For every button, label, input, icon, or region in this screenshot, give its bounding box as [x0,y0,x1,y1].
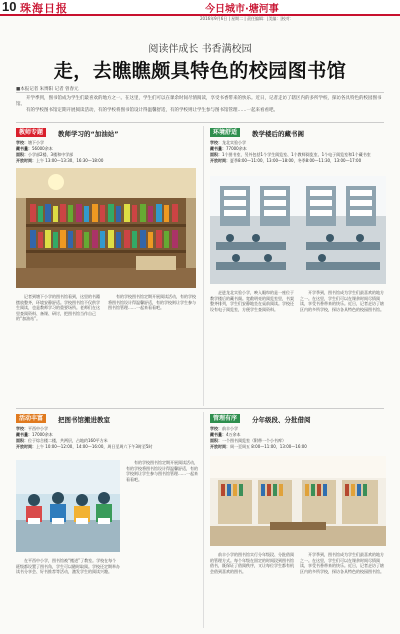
section-body-cont: 开学季到，图书馆成为学生们最喜欢的地方之一。在这里，学生们可以在课余时间尽情阅读，享受书香带来的快乐。近日，记者走访了辖区内的多所学校，探访各具特色的校园图书馆。 [300,552,384,574]
students-reading-icon [16,460,120,552]
article-intro [16,96,384,114]
section-body: 走进龙北实验小学，映入眼帘的是一座位于教学楼后的藏书阁。宽敞明亮的阅览室里，书架整齐排列，学生们安静地坐在桌前阅读。学校还设有电子阅览室，方便学生查阅资料。 [210,290,294,312]
info-line: 面积：1个图书室，另外包括1个学生阅览室、1个教师阅览室、1个电子阅览室和1个藏书室 [210,152,371,157]
info-line: 藏书量：4万余本 [210,432,241,437]
dateline: 2016年9月6日 | 星期二 | 责任编辑：|美编：|校对： [200,16,294,21]
info-line: 开放时间：周一至周五 8:00—11:00，13:00—16:00 [210,444,307,449]
section-body-cont: 开学季到，图书馆成为学生们最喜欢的地方之一。在这里，学生们可以在课余时间尽情阅读，享受书香带来的快乐。近日，记者走访了辖区内的多所学校，探访各具特色的校园图书馆。 [300,290,384,312]
info-line: 面积：小学部2楼、3楼和中学部 [16,152,74,157]
info-line: 开放时间：上午 10:00—12:00，14:00—16:00，周日至周六下午3时至5时 [16,444,153,449]
intro-paragraph: 有的学校图书馆定期开展阅读活动，有的学校将图书馆设计得温馨舒适，有的学校则让学生参与图书馆管理……一起来看看吧。 [26,108,278,113]
info-line: 学校：前丰小学 [210,426,238,431]
library-photo [16,168,196,288]
info-line: 面积：一个图书阅览室（附带一个小书库） [210,438,286,443]
info-line: 学校：塘下小学 [16,140,44,145]
section-label [16,414,46,423]
column-divider [203,126,204,406]
students-photo [16,460,120,552]
column-divider [203,412,204,628]
info-line: 开放时间：上午 13:00—13:30，16:30—18:00 [16,158,104,163]
paper-name: 珠海日报 [20,2,68,15]
library-interior-photo [210,456,386,546]
section-body: 前丰小学的图书馆实行分年级段、分批借阅的管理方式。每个年级在固定的时间段到图书馆借书，既保证了借阅秩序，又让每位学生都有机会借到喜欢的图书。 [210,552,294,574]
section-label [210,414,240,423]
divider [16,92,384,93]
section-tag: 教师专题 [19,129,44,136]
section-tag: 管理有序 [213,415,238,422]
info-line: 藏书量：17000余本 [16,432,53,437]
reading-room-icon [210,176,386,284]
section-body-cont: 有的学校图书馆定期开展阅读活动，有的学校将图书馆设计得温馨舒适，有的学校则让学生参与图书馆管理……一起来看看吧。 [126,460,198,482]
info-line: 藏书量：77000余本 [210,146,247,151]
library-interior-icon [210,456,386,546]
masthead [0,0,400,16]
divider [16,122,384,123]
section-info [16,140,196,164]
section-label [210,128,240,137]
divider [16,408,384,409]
section-info [210,140,386,164]
reading-room-photo [210,176,386,284]
info-line: 学校：平西中小学 [16,426,48,431]
section-body: 在平西中小学，图书馆被“搬进”了教室。学校在每个班级都设置了图书角，学生可以随时取阅。学校还定期举办读书分享会、好书推荐等活动，激发学生的阅读兴趣。 [16,558,120,574]
section-title: 把图书馆搬进教室 [58,416,110,424]
section-body-cont: 有的学校图书馆定期开展阅读活动，有的学校将图书馆设计得温馨舒适，有的学校则让学生参与图书馆管理……一起来看看吧。 [108,294,196,310]
section-info [16,426,196,450]
article-byline: ■本报记者 朱博阳 记者 曾春元 [16,87,79,92]
info-line: 藏书量：56000余本 [16,146,53,151]
info-line: 面积：位于综合楼二楼，共两层，占地约160平方米 [16,438,108,443]
section-title: 教师学习的“加油站” [58,130,119,138]
article-headline: 走，去瞧瞧颇具特色的校园图书馆 [53,60,347,82]
section-title: 今日城市·塘河事 [205,4,279,15]
section-title: 教学楼后的藏书阁 [252,130,304,138]
section-tag: 活动丰富 [19,415,44,422]
bookshelf-photo-icon [16,168,196,288]
page-number: 10 [2,0,17,14]
section-label [16,128,46,137]
section-body: 记者到塘下小学的图书馆看到，这里的书籍摆放整齐，环境安静舒适。学校图书馆不仅供学生阅读，也是教师学习的重要场所。老师们在这里查阅资料、备课、研讨，把图书馆当作自己的“加油站”。 [16,294,100,321]
info-line: 学校：龙北实验小学 [210,140,246,145]
section-title: 分年级段、分批借阅 [252,416,311,424]
section-tag: 环境舒适 [213,129,238,136]
section-info [210,426,386,450]
info-line: 开放时间：夏季8:00—11:00，13:00—18:00，冬季8:00—11:30，13:00—17:00 [210,158,362,163]
article-kicker: 阅读伴成长 书香满校园 [148,44,252,55]
intro-paragraph: 开学季到，图书馆成为学生们最喜欢的地方之一。在这里，学生们可以在课余时间尽情阅读，享受书香带来的快乐。近日，记者走访了辖区内的多所学校，探访各具特色的校园图书馆。 [16,96,382,107]
